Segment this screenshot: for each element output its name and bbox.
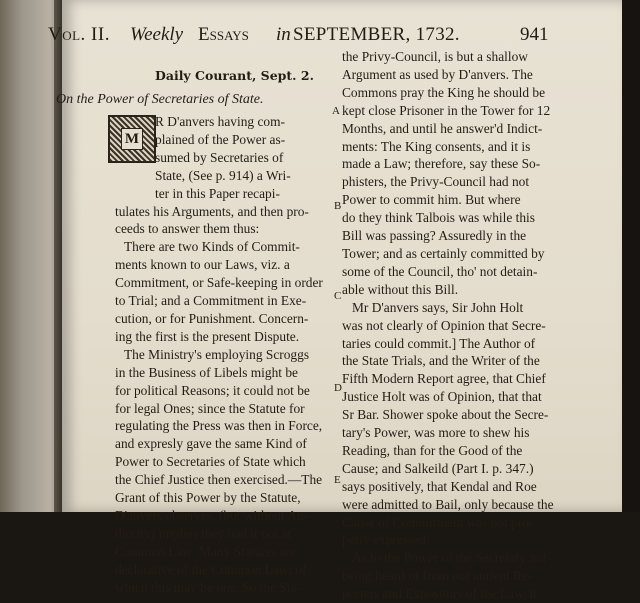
right-text-line: As to the Power of the Secretary not bbox=[352, 550, 547, 566]
right-text-line: the Privy-Council, is but a shallow bbox=[342, 49, 528, 64]
left-text-line: Common Law: Many Statutes are bbox=[115, 543, 296, 559]
right-text-line: Cause; and Salkeild (Part I. p. 347.) bbox=[342, 460, 534, 476]
right-text-line: Reading, than for the Good of the bbox=[342, 442, 523, 458]
left-text-line: for political Reasons; it could not be bbox=[115, 382, 310, 398]
right-text-line: do they think Talbois was while this bbox=[342, 210, 535, 226]
right-text-line: Months, and until he answer'd Indict- bbox=[342, 120, 543, 136]
right-text-line: able without this Bill. bbox=[342, 281, 459, 297]
right-text-line: Sr Bar. Shower spoke about the Secre- bbox=[342, 407, 549, 423]
left-column-text bbox=[60, 113, 323, 596]
right-text-line: being heard of from our antient Re- bbox=[342, 568, 533, 584]
left-text-line: Power to Secretaries of State which bbox=[115, 454, 306, 470]
header-month: SEPTEMBER, 1732. bbox=[293, 24, 460, 45]
article-title: On the Power of Secretaries of State. bbox=[56, 92, 264, 107]
right-text-line: Justice Holt was of Opinion, that that bbox=[342, 389, 542, 405]
left-text-line: sumed by Secretaries of bbox=[155, 149, 284, 165]
source-heading: Daily Courant, Sept. 2. bbox=[155, 68, 314, 83]
background-right bbox=[622, 0, 640, 512]
left-text-line: and expresly gave the same Kind of bbox=[115, 436, 307, 452]
left-text-line: State, (See p. 914) a Wri- bbox=[155, 167, 291, 183]
left-text-line: cution, or for Punishment. Concern- bbox=[115, 310, 309, 326]
right-text-line: the State Trials, and the Writer of the bbox=[342, 353, 540, 369]
right-text-line: kept close Prisoner in the Tower for 12 bbox=[342, 102, 551, 118]
dropcap-letter: M bbox=[121, 128, 143, 150]
left-text-line: There are two Kinds of Commit- bbox=[124, 239, 300, 255]
right-text-line: Power to commit him. But where bbox=[342, 192, 521, 208]
margin-letter-d: D bbox=[334, 382, 342, 394]
right-column-text bbox=[342, 48, 582, 603]
left-text-line: ing the first is the present Dispute. bbox=[115, 328, 300, 344]
margin-letter-e: E bbox=[334, 474, 341, 486]
left-text-line: Grant of this Power by the Statute, bbox=[115, 490, 301, 506]
left-text-line: R D'anvers having com- bbox=[155, 114, 285, 129]
page-number: 941 bbox=[520, 24, 549, 45]
right-text-line: ments: The King consents, and it is bbox=[342, 138, 531, 154]
right-text-line: some of the Council, tho' not detain- bbox=[342, 263, 538, 279]
right-text-line: tary's Power, was more to shew his bbox=[342, 425, 530, 441]
right-text-line: porters and Expositors of the Law, it bbox=[342, 586, 538, 602]
right-text-line: taries could commit.] The Author of bbox=[342, 335, 536, 351]
left-text-line: ceeds to answer them thus: bbox=[115, 221, 260, 237]
left-text-line: thority) implies they had it not at bbox=[115, 525, 292, 541]
left-text-line: Commitment, or Safe-keeping in order bbox=[115, 275, 323, 291]
left-text-line: plained of the Power as- bbox=[155, 131, 286, 147]
right-text-line: Cause of Commitment was not pro- bbox=[342, 514, 534, 530]
left-text-line: regulating the Press was then in Force, bbox=[115, 418, 323, 434]
left-text-line: declarative of the Common Law; of bbox=[115, 561, 307, 577]
margin-letter-b: B bbox=[334, 200, 342, 212]
header-in: in bbox=[276, 24, 291, 45]
right-text-line: phisters, the Privy-Council had not bbox=[342, 174, 530, 190]
margin-letter-c: C bbox=[334, 290, 342, 302]
right-text-line: Bill was passing? Assuredly in the bbox=[342, 228, 527, 244]
left-text-line: ments known to our Laws, viz. a bbox=[115, 257, 290, 273]
margin-letter-a: A bbox=[332, 105, 340, 117]
right-text-line: made a Law; therefore, say these So- bbox=[342, 156, 541, 172]
right-text-line: Argument as used by D'anvers. The bbox=[342, 66, 533, 82]
right-text-line: were admitted to Bail, only because the bbox=[342, 496, 554, 512]
right-text-line: was not clearly of Opinion that Secre- bbox=[342, 317, 546, 333]
left-text-line: for legal Ones; since the Statute for bbox=[115, 400, 305, 416]
right-text-line: perly expressed. bbox=[342, 532, 430, 548]
header-weekly: Weekly bbox=[130, 24, 184, 45]
left-text-line: ter in this Paper recapi- bbox=[155, 185, 280, 201]
previous-page-edge bbox=[0, 0, 62, 512]
left-text-line: to Trial; and a Commitment in Exe- bbox=[115, 293, 307, 309]
right-text-line: Tower; and as certainly committed by bbox=[342, 245, 545, 261]
left-text-line: tulates his Arguments, and then pro- bbox=[115, 203, 309, 219]
left-text-line: The Ministry's employing Scroggs bbox=[124, 346, 310, 362]
header-volume: Vol. II. bbox=[48, 24, 110, 45]
left-text-line: in the Business of Libels might be bbox=[115, 364, 298, 380]
left-text-line: D'anvers observes, (but without Au- bbox=[115, 507, 309, 523]
right-text-line: says positively, that Kendal and Roe bbox=[342, 478, 537, 494]
right-text-line: Fifth Modern Report agree, that Chief bbox=[342, 371, 546, 387]
header-essays: Essays bbox=[198, 24, 249, 45]
left-text-line: the Chief Justice then exercised.—The bbox=[115, 472, 323, 488]
left-text-line: which this may be one. So the Sta- bbox=[115, 579, 301, 595]
right-text-line: Mr D'anvers says, Sir John Holt bbox=[352, 299, 524, 315]
right-text-line: Commons pray the King he should be bbox=[342, 84, 546, 100]
